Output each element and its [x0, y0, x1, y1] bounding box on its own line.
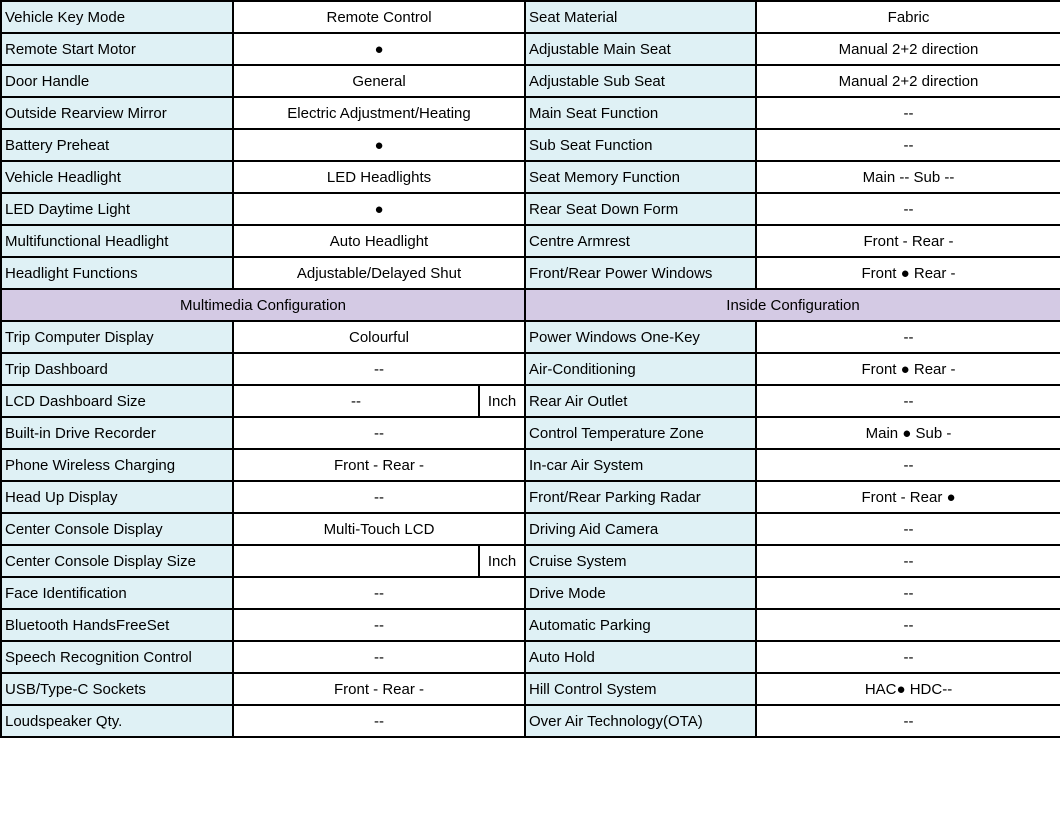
spec-value: Electric Adjustment/Heating	[233, 97, 525, 129]
spec-label: Air-Conditioning	[525, 353, 756, 385]
spec-label: Face Identification	[1, 577, 233, 609]
spec-label: Battery Preheat	[1, 129, 233, 161]
spec-label: Adjustable Main Seat	[525, 33, 756, 65]
spec-label: Over Air Technology(OTA)	[525, 705, 756, 737]
spec-value: --	[233, 353, 525, 385]
spec-value: Main ● Sub -	[756, 417, 1060, 449]
table-row	[1, 673, 1060, 705]
spec-value: Front - Rear ●	[756, 481, 1060, 513]
spec-value	[233, 545, 479, 577]
spec-label: LED Daytime Light	[1, 193, 233, 225]
spec-label: Vehicle Headlight	[1, 161, 233, 193]
spec-value: LED Headlights	[233, 161, 525, 193]
spec-label: Head Up Display	[1, 481, 233, 513]
table-row	[1, 257, 1060, 289]
section-title-multimedia: Multimedia Configuration	[1, 289, 525, 321]
spec-value: Colourful	[233, 321, 525, 353]
spec-value: Auto Headlight	[233, 225, 525, 257]
spec-value: --	[756, 513, 1060, 545]
spec-label: Sub Seat Function	[525, 129, 756, 161]
spec-label: Hill Control System	[525, 673, 756, 705]
spec-value: --	[233, 481, 525, 513]
spec-value: Front ● Rear -	[756, 353, 1060, 385]
table-row	[1, 705, 1060, 737]
spec-label: Remote Start Motor	[1, 33, 233, 65]
spec-unit: Inch	[479, 385, 525, 417]
table-row	[1, 481, 1060, 513]
spec-label: Front/Rear Power Windows	[525, 257, 756, 289]
spec-label: Rear Air Outlet	[525, 385, 756, 417]
spec-label: Power Windows One-Key	[525, 321, 756, 353]
spec-value: Manual 2+2 direction	[756, 65, 1060, 97]
spec-value: Main -- Sub --	[756, 161, 1060, 193]
spec-value: Front - Rear -	[233, 449, 525, 481]
table-row	[1, 225, 1060, 257]
spec-label: Bluetooth HandsFreeSet	[1, 609, 233, 641]
spec-label: In-car Air System	[525, 449, 756, 481]
spec-value: --	[756, 385, 1060, 417]
table-row	[1, 193, 1060, 225]
spec-label: Auto Hold	[525, 641, 756, 673]
table-row	[1, 353, 1060, 385]
table-row	[1, 609, 1060, 641]
spec-label: Vehicle Key Mode	[1, 1, 233, 33]
spec-value: Fabric	[756, 1, 1060, 33]
spec-label: Automatic Parking	[525, 609, 756, 641]
table-row	[1, 513, 1060, 545]
table-row	[1, 417, 1060, 449]
spec-value: Multi-Touch LCD	[233, 513, 525, 545]
spec-label: Control Temperature Zone	[525, 417, 756, 449]
spec-value: --	[756, 577, 1060, 609]
spec-value: --	[756, 97, 1060, 129]
table-row	[1, 65, 1060, 97]
spec-value: Front - Rear -	[233, 673, 525, 705]
spec-value: --	[756, 449, 1060, 481]
spec-label: Adjustable Sub Seat	[525, 65, 756, 97]
spec-label: Front/Rear Parking Radar	[525, 481, 756, 513]
spec-value: ●	[233, 33, 525, 65]
spec-value: HAC● HDC--	[756, 673, 1060, 705]
spec-value: Manual 2+2 direction	[756, 33, 1060, 65]
table-row	[1, 385, 1060, 417]
section-title-inside: Inside Configuration	[525, 289, 1060, 321]
table-row	[1, 161, 1060, 193]
spec-value: --	[756, 193, 1060, 225]
table-row	[1, 321, 1060, 353]
spec-value: Adjustable/Delayed Shut	[233, 257, 525, 289]
spec-value: ●	[233, 129, 525, 161]
spec-value: --	[756, 609, 1060, 641]
spec-value: --	[233, 385, 479, 417]
table-row	[1, 97, 1060, 129]
spec-unit: Inch	[479, 545, 525, 577]
spec-value: --	[233, 577, 525, 609]
section-header-row	[1, 289, 1060, 321]
spec-label: Drive Mode	[525, 577, 756, 609]
spec-label: Outside Rearview Mirror	[1, 97, 233, 129]
spec-label: Seat Memory Function	[525, 161, 756, 193]
spec-value: General	[233, 65, 525, 97]
spec-value: --	[756, 705, 1060, 737]
spec-label: Built-in Drive Recorder	[1, 417, 233, 449]
spec-value: --	[233, 641, 525, 673]
table-row	[1, 449, 1060, 481]
spec-value: --	[756, 641, 1060, 673]
table-row	[1, 1, 1060, 33]
spec-value: --	[756, 545, 1060, 577]
spec-label: Headlight Functions	[1, 257, 233, 289]
spec-label: Phone Wireless Charging	[1, 449, 233, 481]
spec-value: --	[233, 417, 525, 449]
spec-label: Center Console Display Size	[1, 545, 233, 577]
spec-label: Trip Computer Display	[1, 321, 233, 353]
spec-label: Speech Recognition Control	[1, 641, 233, 673]
spec-label: Centre Armrest	[525, 225, 756, 257]
spec-label: Seat Material	[525, 1, 756, 33]
spec-value: Remote Control	[233, 1, 525, 33]
spec-label: Door Handle	[1, 65, 233, 97]
spec-label: Main Seat Function	[525, 97, 756, 129]
spec-value: --	[233, 609, 525, 641]
spec-label: Loudspeaker Qty.	[1, 705, 233, 737]
spec-label: USB/Type-C Sockets	[1, 673, 233, 705]
spec-label: Multifunctional Headlight	[1, 225, 233, 257]
spec-value: --	[756, 129, 1060, 161]
table-row	[1, 129, 1060, 161]
spec-value: ●	[233, 193, 525, 225]
spec-value: --	[233, 705, 525, 737]
spec-label: Center Console Display	[1, 513, 233, 545]
spec-value: Front ● Rear -	[756, 257, 1060, 289]
spec-value: --	[756, 321, 1060, 353]
spec-value: Front - Rear -	[756, 225, 1060, 257]
table-row	[1, 33, 1060, 65]
spec-label: Trip Dashboard	[1, 353, 233, 385]
table-row	[1, 641, 1060, 673]
spec-label: Driving Aid Camera	[525, 513, 756, 545]
table-row	[1, 577, 1060, 609]
spec-table-body	[1, 1, 1060, 737]
spec-label: LCD Dashboard Size	[1, 385, 233, 417]
spec-label: Cruise System	[525, 545, 756, 577]
spec-label: Rear Seat Down Form	[525, 193, 756, 225]
table-row	[1, 545, 1060, 577]
